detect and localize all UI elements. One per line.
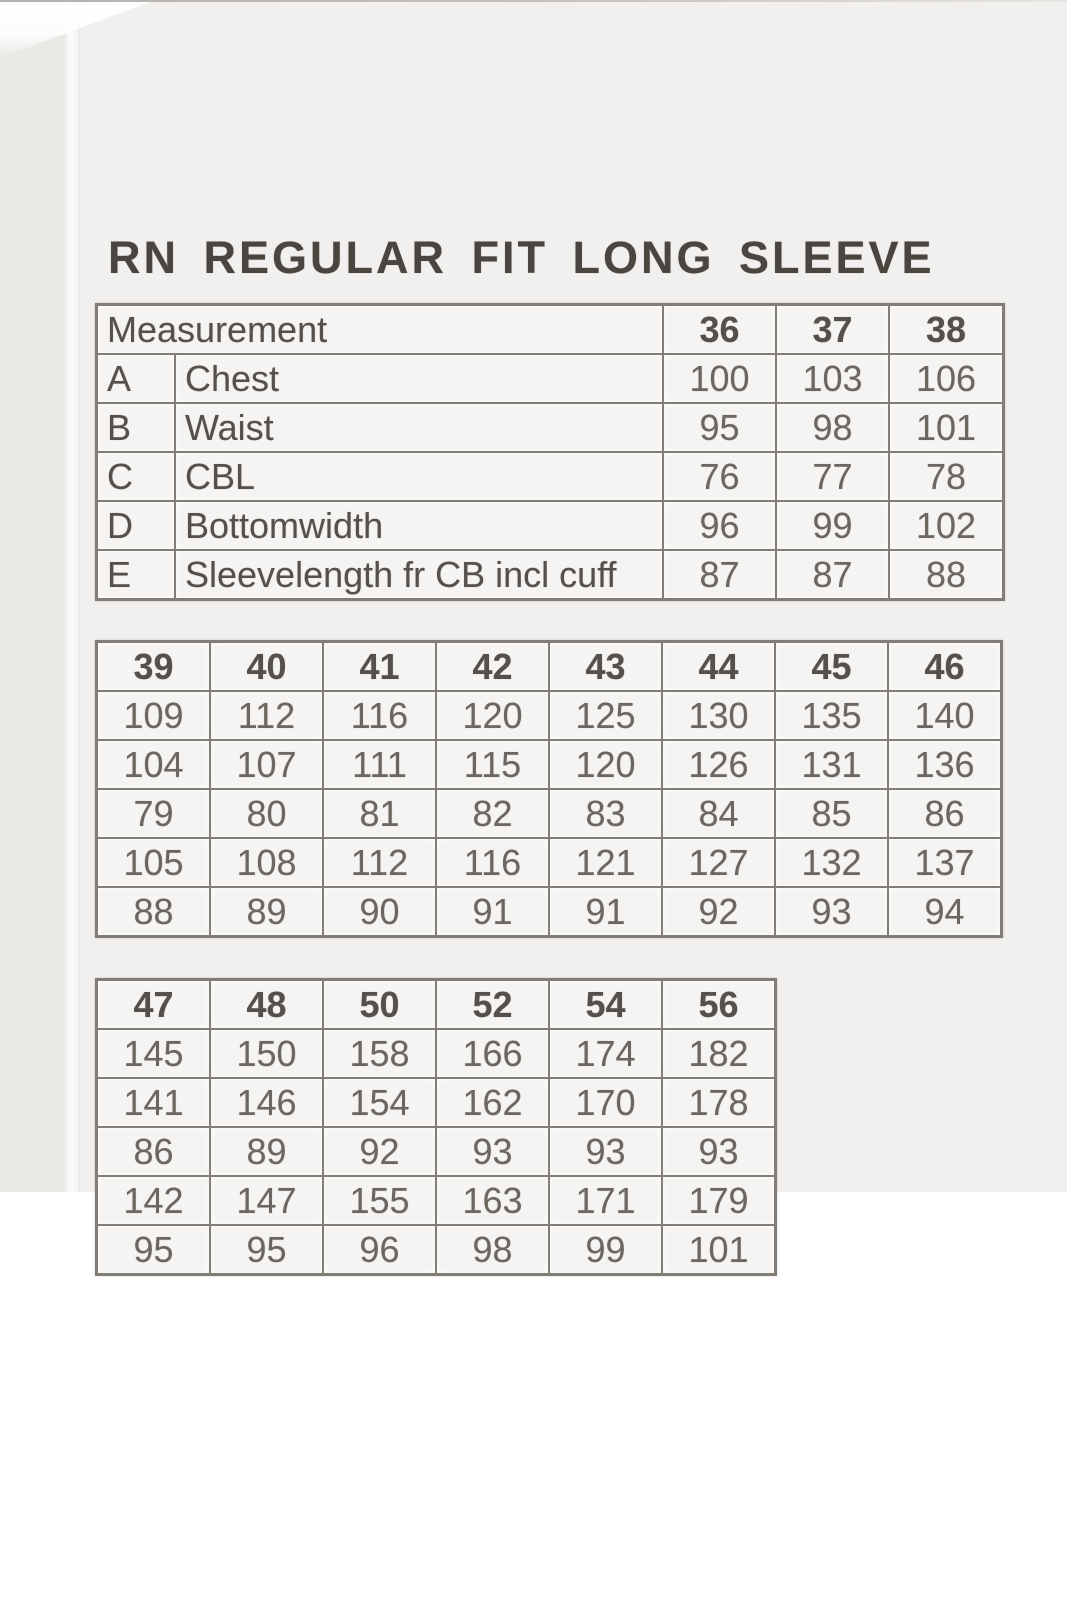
measurement-value: 112 [211,692,322,739]
measurement-value: 131 [776,741,887,788]
measurement-value: 99 [550,1226,661,1273]
measurement-value: 109 [98,692,209,739]
measurement-value: 111 [324,741,435,788]
size-column-header: 45 [776,643,887,690]
measurement-value: 86 [98,1128,209,1175]
measurement-value: 106 [890,355,1002,402]
measurement-value: 145 [98,1030,209,1077]
measurement-value: 91 [437,888,548,935]
measurement-value: 93 [776,888,887,935]
size-column-header: 38 [890,306,1002,353]
measurement-value: 92 [663,888,774,935]
card-fold-highlight [64,0,80,1192]
measurement-value: 88 [890,551,1002,598]
measurement-value: 132 [776,839,887,886]
measurement-value: 92 [324,1128,435,1175]
measurement-value: 163 [437,1177,548,1224]
measurement-value: 120 [550,741,661,788]
measurement-value: 93 [663,1128,774,1175]
row-label: CBL [176,453,662,500]
row-letter: D [98,502,174,549]
measurement-value: 182 [663,1030,774,1077]
measurement-value: 147 [211,1177,322,1224]
row-label: Chest [176,355,662,402]
measurement-value: 116 [437,839,548,886]
measurement-value: 83 [550,790,661,837]
row-letter: C [98,453,174,500]
measurement-value: 96 [664,502,775,549]
measurement-value: 107 [211,741,322,788]
measurement-value: 102 [890,502,1002,549]
size-column-header: 42 [437,643,548,690]
measurement-value: 77 [777,453,888,500]
measurement-value: 80 [211,790,322,837]
measurement-value: 88 [98,888,209,935]
measurement-value: 112 [324,839,435,886]
size-chart-title: RN REGULAR FIT LONG SLEEVE [108,232,935,283]
measurement-value: 154 [324,1079,435,1126]
measurement-value: 89 [211,1128,322,1175]
measurement-value: 93 [550,1128,661,1175]
size-column-header: 43 [550,643,661,690]
measurement-header: Measurement [98,306,662,353]
measurement-value: 96 [324,1226,435,1273]
measurement-value: 82 [437,790,548,837]
size-column-header: 37 [777,306,888,353]
size-table-36-38 [95,303,1005,601]
measurement-value: 101 [890,404,1002,451]
size-column-header: 44 [663,643,774,690]
measurement-value: 141 [98,1079,209,1126]
measurement-value: 87 [664,551,775,598]
measurement-value: 130 [663,692,774,739]
size-table-47-56 [95,978,777,1276]
row-letter: E [98,551,174,598]
measurement-value: 127 [663,839,774,886]
measurement-value: 140 [889,692,1000,739]
measurement-value: 162 [437,1079,548,1126]
measurement-value: 90 [324,888,435,935]
card-left-edge [0,0,66,1192]
size-column-header: 41 [324,643,435,690]
measurement-value: 166 [437,1030,548,1077]
measurement-value: 100 [664,355,775,402]
measurement-value: 171 [550,1177,661,1224]
measurement-value: 79 [98,790,209,837]
measurement-value: 108 [211,839,322,886]
measurement-value: 170 [550,1079,661,1126]
row-label: Sleevelength fr CB incl cuff [176,551,662,598]
measurement-value: 135 [776,692,887,739]
measurement-value: 101 [663,1226,774,1273]
measurement-value: 87 [777,551,888,598]
measurement-value: 76 [664,453,775,500]
measurement-value: 95 [98,1226,209,1273]
measurement-value: 86 [889,790,1000,837]
size-column-header: 48 [211,981,322,1028]
measurement-value: 125 [550,692,661,739]
measurement-value: 94 [889,888,1000,935]
size-table-39-46 [95,640,1003,938]
measurement-value: 104 [98,741,209,788]
measurement-value: 93 [437,1128,548,1175]
measurement-value: 84 [663,790,774,837]
measurement-value: 137 [889,839,1000,886]
measurement-value: 103 [777,355,888,402]
measurement-value: 116 [324,692,435,739]
size-column-header: 36 [664,306,775,353]
measurement-value: 150 [211,1030,322,1077]
card-bottom-edge [0,0,1067,2]
measurement-value: 98 [777,404,888,451]
row-label: Waist [176,404,662,451]
measurement-value: 105 [98,839,209,886]
measurement-value: 142 [98,1177,209,1224]
size-column-header: 46 [889,643,1000,690]
row-letter: A [98,355,174,402]
measurement-value: 174 [550,1030,661,1077]
measurement-value: 126 [663,741,774,788]
row-letter: B [98,404,174,451]
measurement-value: 95 [664,404,775,451]
size-column-header: 47 [98,981,209,1028]
measurement-value: 155 [324,1177,435,1224]
measurement-value: 99 [777,502,888,549]
size-column-header: 54 [550,981,661,1028]
row-label: Bottomwidth [176,502,662,549]
size-column-header: 56 [663,981,774,1028]
measurement-value: 136 [889,741,1000,788]
measurement-value: 115 [437,741,548,788]
measurement-value: 178 [663,1079,774,1126]
measurement-value: 81 [324,790,435,837]
measurement-value: 89 [211,888,322,935]
measurement-value: 120 [437,692,548,739]
measurement-value: 95 [211,1226,322,1273]
size-column-header: 52 [437,981,548,1028]
measurement-value: 121 [550,839,661,886]
measurement-value: 91 [550,888,661,935]
measurement-value: 78 [890,453,1002,500]
size-column-header: 39 [98,643,209,690]
measurement-value: 158 [324,1030,435,1077]
size-column-header: 40 [211,643,322,690]
size-column-header: 50 [324,981,435,1028]
measurement-value: 146 [211,1079,322,1126]
measurement-value: 179 [663,1177,774,1224]
measurement-value: 98 [437,1226,548,1273]
measurement-value: 85 [776,790,887,837]
